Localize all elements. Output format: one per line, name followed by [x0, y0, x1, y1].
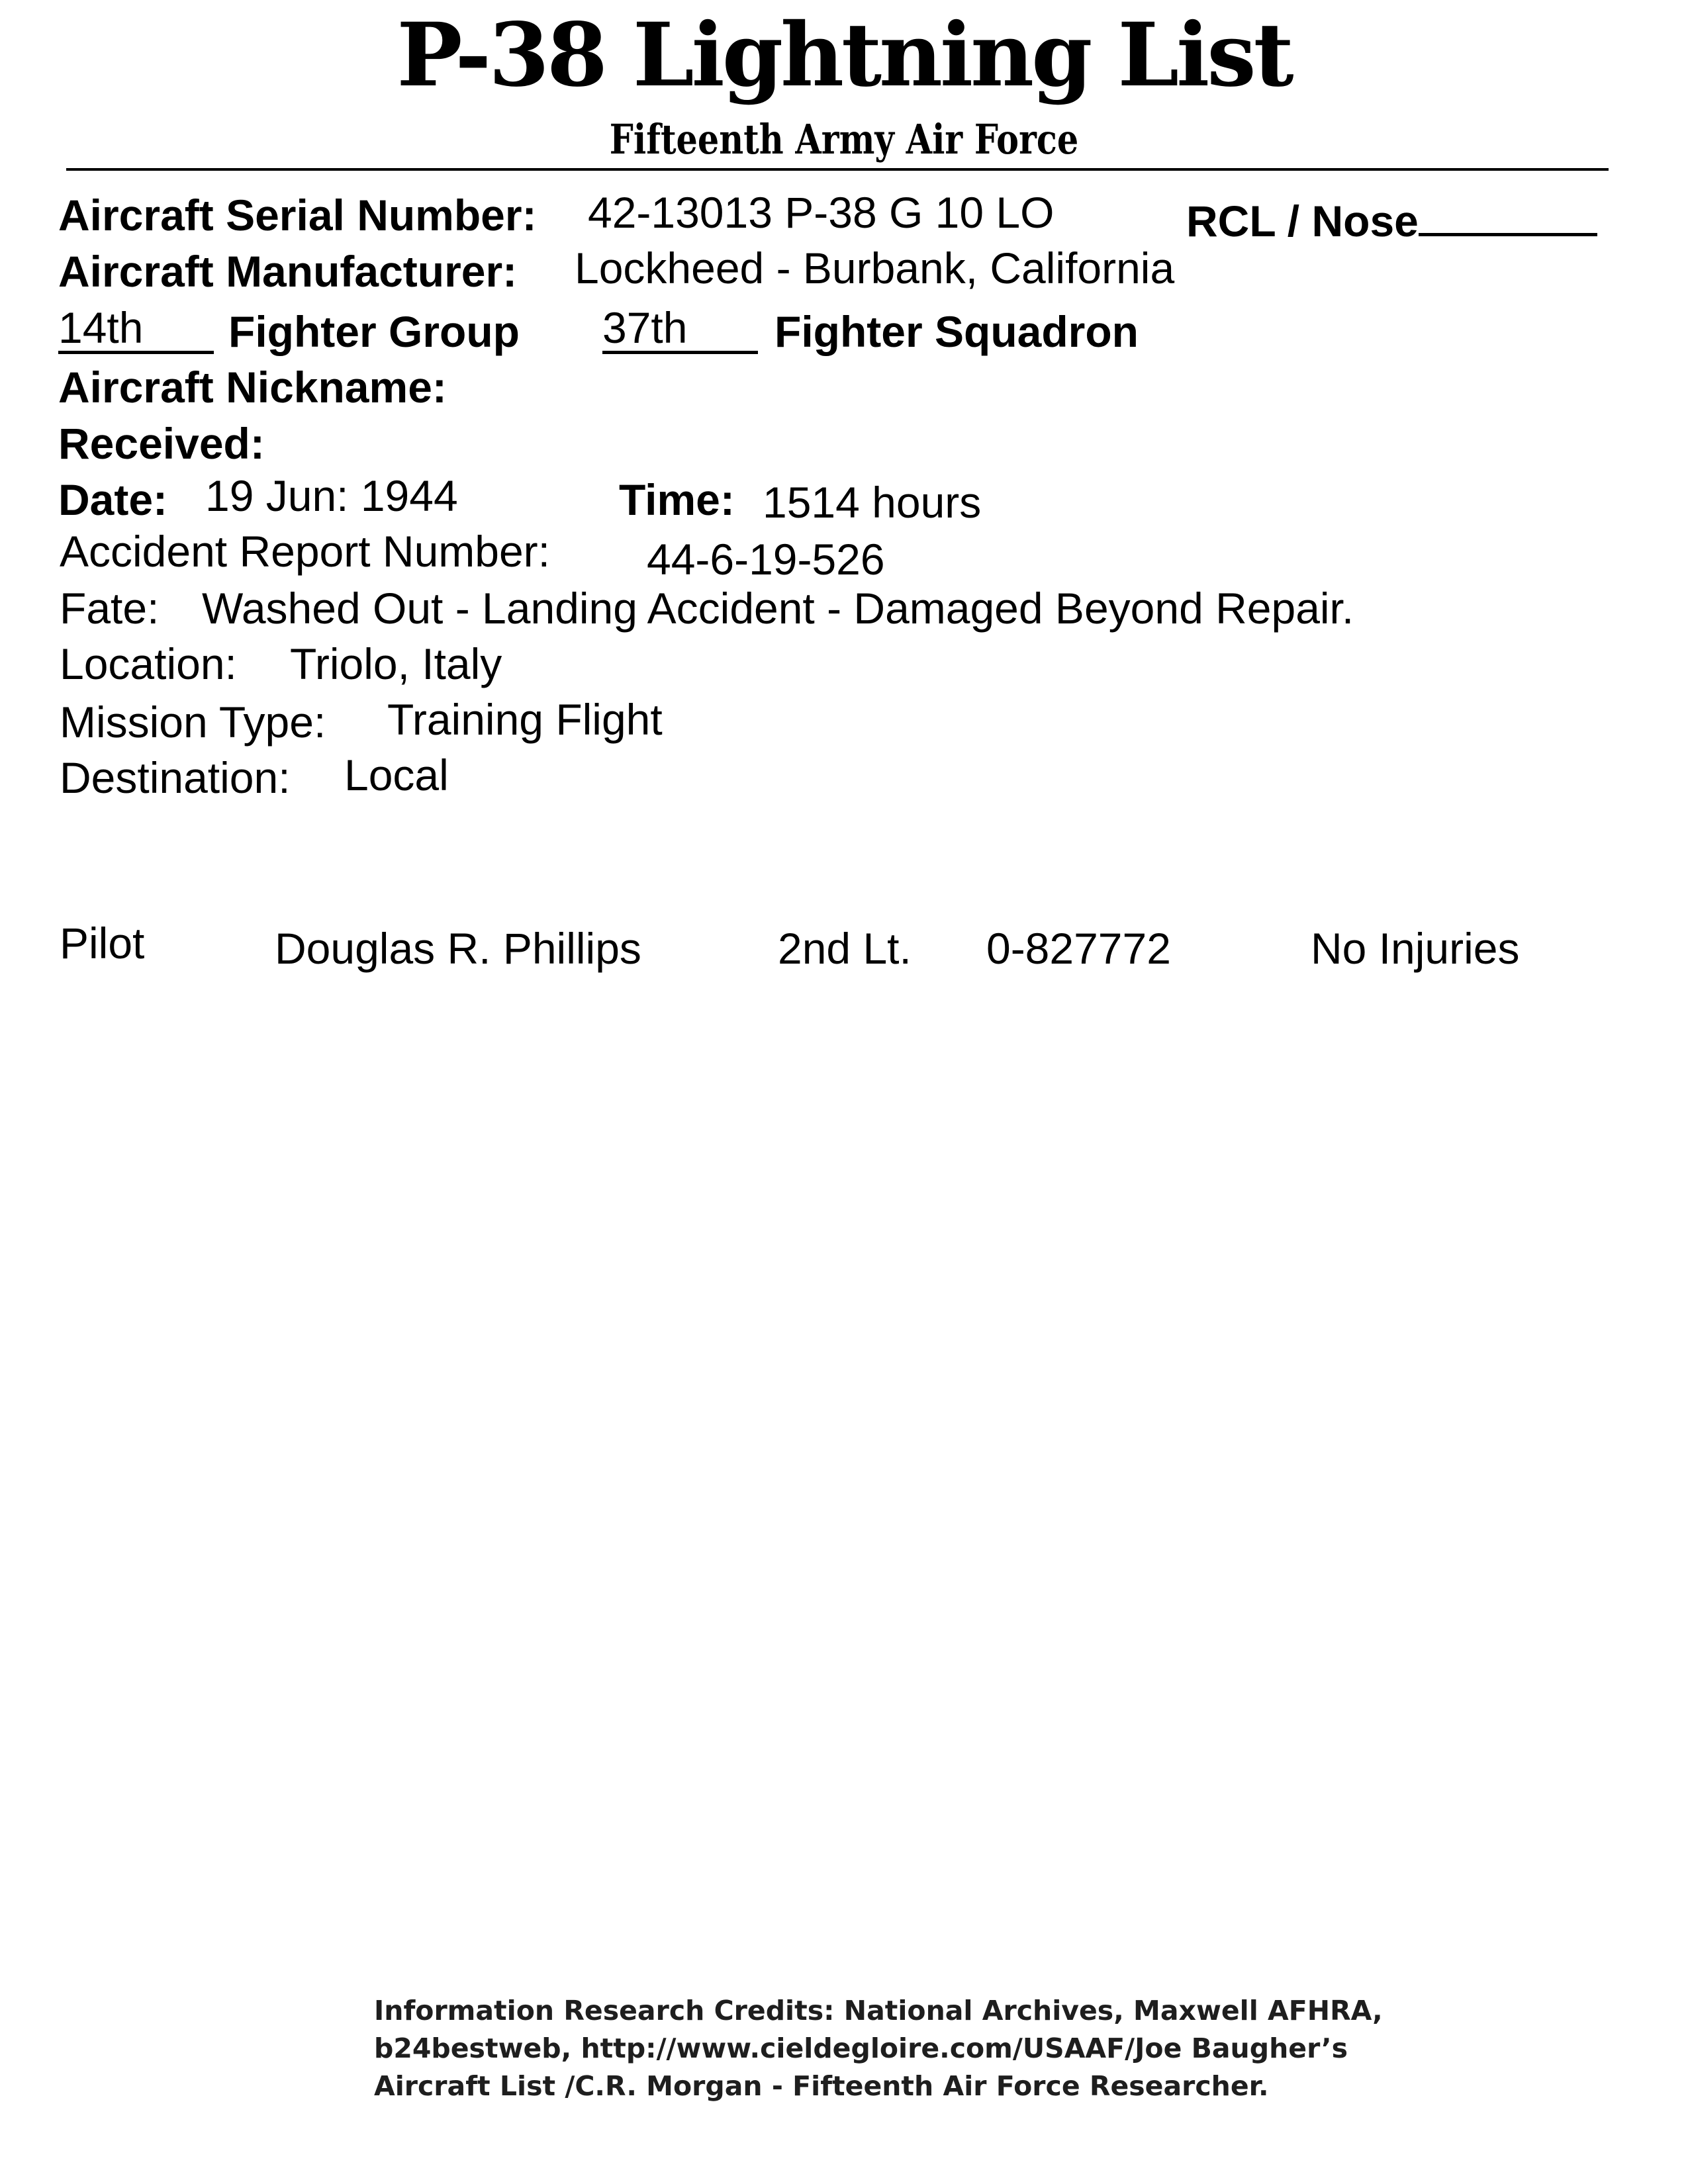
- fate-label: Fate:: [60, 584, 160, 633]
- rcl-nose-text: RCL / Nose: [1186, 197, 1419, 246]
- crew-rank: 2nd Lt.: [778, 924, 912, 973]
- fighter-group-value: 14th: [58, 306, 214, 354]
- time-value: 1514 hours: [763, 478, 982, 527]
- crew-name: Douglas R. Phillips: [275, 924, 641, 973]
- date-label: Date:: [58, 475, 168, 524]
- nickname-label: Aircraft Nickname:: [58, 363, 447, 412]
- fate-value: Washed Out - Landing Accident - Damaged Beyond Repair.: [202, 584, 1354, 633]
- credits-line-2: b24bestweb, http://www.cieldegloire.com/USAAF/Joe Baugher’s: [374, 2032, 1348, 2064]
- manufacturer-value: Lockheed - Burbank, California: [575, 244, 1175, 293]
- research-credits: [374, 1992, 1383, 2105]
- page-title: P-38 Lightning List: [397, 4, 1291, 107]
- credits-line-3: Aircraft List /C.R. Morgan - Fifteenth Air Force Researcher.: [374, 2070, 1269, 2102]
- destination-value: Local: [344, 751, 449, 799]
- location-label: Location:: [60, 639, 237, 688]
- date-value: 19 Jun: 1944: [205, 471, 458, 520]
- fighter-group-label: Fighter Group: [228, 307, 520, 356]
- serial-number-label: Aircraft Serial Number:: [58, 191, 537, 240]
- received-label: Received:: [58, 419, 265, 468]
- destination-label: Destination:: [60, 753, 291, 802]
- accident-report-label: Accident Report Number:: [60, 527, 550, 576]
- crew-status: No Injuries: [1311, 924, 1520, 973]
- accident-report-value: 44-6-19-526: [647, 535, 885, 584]
- fighter-squadron-value-wrap: [602, 303, 758, 354]
- fighter-group-value-wrap: [58, 303, 214, 354]
- rcl-nose-label: [1186, 193, 1597, 246]
- rcl-nose-blank: [1419, 193, 1597, 236]
- page-subtitle: Fifteenth Army Air Force: [609, 115, 1079, 163]
- fighter-squadron-value: 37th: [602, 306, 758, 354]
- fighter-squadron-label: Fighter Squadron: [774, 307, 1139, 356]
- location-value: Triolo, Italy: [290, 639, 502, 688]
- manufacturer-label: Aircraft Manufacturer:: [58, 247, 518, 296]
- mission-type-label: Mission Type:: [60, 698, 326, 747]
- crew-role: Pilot: [60, 919, 145, 968]
- crew-serial: 0-827772: [986, 924, 1171, 973]
- serial-number-value: 42-13013 P-38 G 10 LO: [588, 188, 1055, 237]
- header-divider: [66, 168, 1609, 171]
- time-label: Time:: [619, 475, 735, 524]
- mission-type-value: Training Flight: [387, 695, 663, 744]
- credits-line-1: Information Research Credits: National Archives, Maxwell AFHRA,: [374, 1995, 1383, 2026]
